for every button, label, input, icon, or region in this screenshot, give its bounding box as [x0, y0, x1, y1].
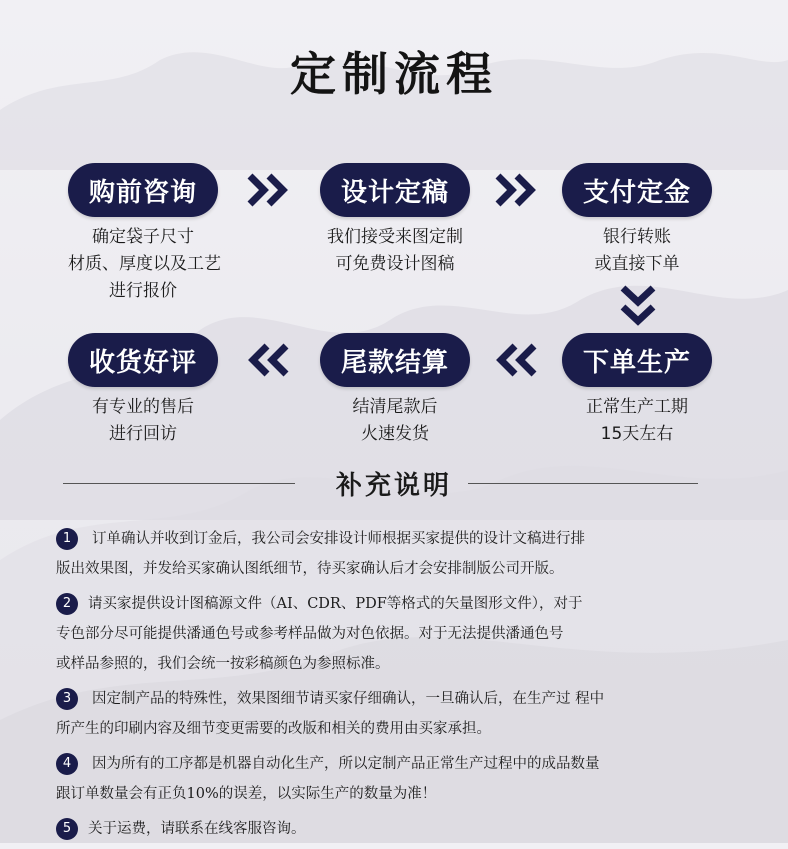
desc-line: 或直接下单 — [594, 254, 680, 274]
number-badge: 5 — [56, 818, 78, 840]
desc-line: 进行回访 — [109, 424, 177, 444]
step-production-label: 下单生产 — [562, 333, 712, 387]
desc-line: 结清尾款后 — [352, 397, 438, 417]
step-design — [320, 163, 470, 278]
step-consult-label: 购前咨询 — [68, 163, 218, 217]
note-item — [56, 684, 766, 744]
step-consult-desc — [68, 224, 221, 305]
step-balance-label: 尾款结算 — [320, 333, 470, 387]
step-deposit-desc — [562, 224, 712, 278]
double-chevron-down-icon — [620, 285, 656, 327]
note-item — [56, 749, 766, 809]
step-feedback — [68, 333, 218, 448]
step-feedback-label: 收货好评 — [68, 333, 218, 387]
note-line: 专色部分尽可能提供潘通色号或参考样品做为对色依据。对于无法提供潘通色号 — [56, 626, 564, 642]
step-production — [562, 333, 712, 448]
step-design-label: 设计定稿 — [320, 163, 470, 217]
desc-line: 15天左右 — [600, 424, 674, 444]
note-line: 版出效果图，并发给买家确认图纸细节，待买家确认后才会安排制版公司开版。 — [56, 561, 564, 577]
section-title: 补充说明 — [335, 471, 452, 501]
number-badge: 4 — [56, 753, 78, 775]
double-chevron-right-icon — [495, 173, 537, 207]
double-chevron-right-icon — [247, 173, 289, 207]
step-deposit — [562, 163, 712, 278]
desc-line: 材质、厚度以及工艺 — [68, 254, 221, 274]
desc-line: 可免费设计图稿 — [335, 254, 455, 274]
number-badge: 2 — [56, 593, 78, 615]
double-chevron-left-icon — [495, 343, 537, 377]
step-production-desc — [562, 394, 712, 448]
note-item — [56, 814, 766, 844]
step-balance-desc — [320, 394, 470, 448]
double-chevron-left-icon — [247, 343, 289, 377]
number-badge: 3 — [56, 688, 78, 710]
step-consult — [68, 163, 221, 305]
note-line: 请买家提供设计图稿源文件（AI、CDR、PDF等格式的矢量图形文件），对于 — [88, 596, 583, 612]
note-item — [56, 589, 766, 679]
note-line: 所产生的印刷内容及细节变更需要的改版和相关的费用由买家承担。 — [56, 721, 491, 737]
step-design-desc — [320, 224, 470, 278]
number-badge: 1 — [56, 528, 78, 550]
step-deposit-label: 支付定金 — [562, 163, 712, 217]
desc-line: 火速发货 — [361, 424, 429, 444]
step-feedback-desc — [68, 394, 218, 448]
note-line: 关于运费，请联系在线客服咨询。 — [88, 821, 306, 837]
desc-line: 确定袋子尺寸 — [92, 227, 194, 247]
desc-line: 我们接受来图定制 — [327, 227, 463, 247]
desc-line: 有专业的售后 — [92, 397, 194, 417]
desc-line: 进行报价 — [109, 281, 177, 301]
desc-line: 银行转账 — [603, 227, 671, 247]
note-item — [56, 524, 766, 584]
note-line: 因为所有的工序都是机器自动化生产，所以定制产品正常生产过程中的成品数量 — [92, 756, 600, 772]
note-line: 订单确认并收到订金后，我公司会安排设计师根据买家提供的设计文稿进行排 — [92, 531, 585, 547]
notes-list — [56, 524, 766, 849]
divider-right — [468, 483, 698, 484]
note-line: 或样品参照的，我们会统一按彩稿颜色为参照标准。 — [56, 656, 390, 672]
page-title: 定制流程 — [290, 47, 498, 101]
note-line: 因定制产品的特殊性，效果图细节请买家仔细确认，一旦确认后，在生产过 程中 — [92, 691, 605, 707]
note-line: 跟订单数量会有正负10%的误差，以实际生产的数量为准！ — [56, 786, 437, 802]
step-balance — [320, 333, 470, 448]
desc-line: 正常生产工期 — [586, 397, 688, 417]
